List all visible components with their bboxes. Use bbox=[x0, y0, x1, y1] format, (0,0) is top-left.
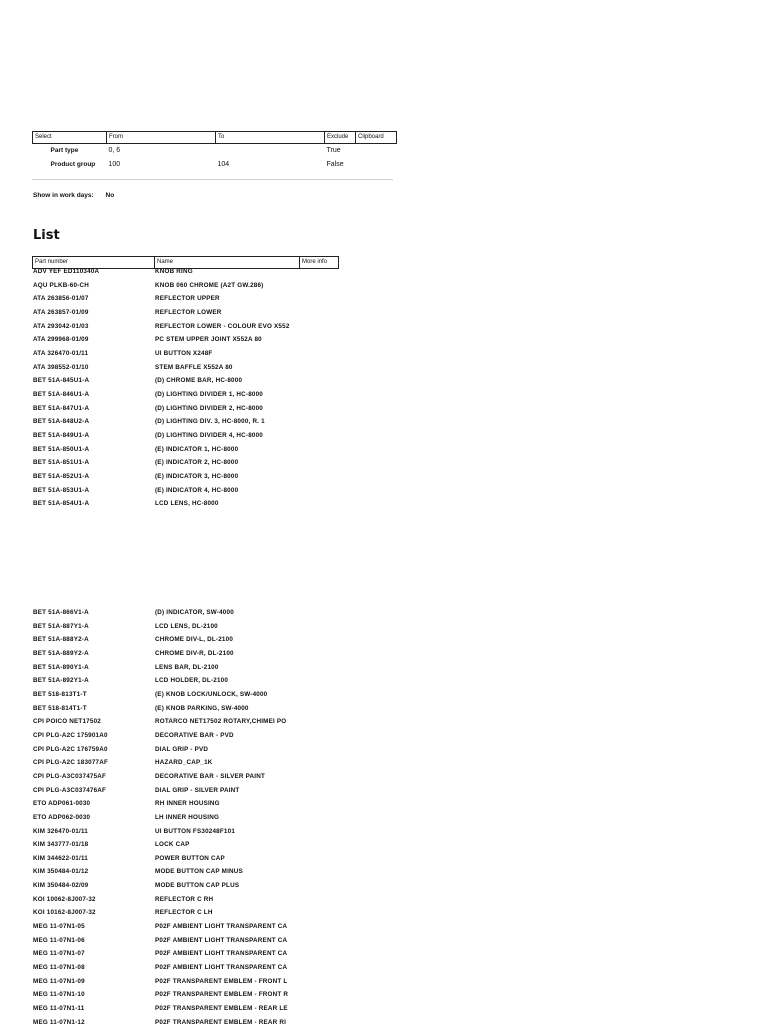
list-item bbox=[33, 852, 413, 866]
part-number-cell: CPI POICO NET17502 bbox=[33, 718, 101, 726]
part-number-cell: KIM 343777-01/18 bbox=[33, 841, 89, 849]
part-name-cell: LENS BAR, DL-2100 bbox=[155, 663, 219, 671]
part-number-cell: BET 51A-850U1-A bbox=[33, 445, 90, 453]
list-item bbox=[33, 292, 413, 306]
list-rows-group-2 bbox=[33, 606, 413, 1029]
list-item bbox=[33, 934, 413, 948]
part-number-cell: ATA 263856-01/07 bbox=[33, 295, 89, 303]
selection-table bbox=[32, 131, 397, 172]
header-name: Name bbox=[155, 257, 300, 269]
list-item bbox=[33, 429, 413, 443]
part-name-cell: (D) LIGHTING DIVIDER 4, HC-8000 bbox=[155, 431, 264, 439]
part-number-cell: ADV YEF ED110340A bbox=[33, 268, 100, 275]
product-group-clipboard bbox=[356, 158, 397, 172]
part-number-cell: CPI PLG-A2C 183077AF bbox=[33, 759, 109, 767]
section-divider bbox=[32, 179, 393, 180]
list-item bbox=[33, 770, 413, 784]
list-item bbox=[33, 893, 413, 907]
part-number-cell: CPI PLG-A3C037475AF bbox=[33, 772, 107, 780]
list-title: List bbox=[33, 228, 60, 243]
list-item bbox=[33, 347, 413, 361]
header-more-info: More info bbox=[300, 257, 339, 269]
part-number-cell: ATA 299968-01/09 bbox=[33, 336, 89, 344]
part-number-cell: BET 51A-846U1-A bbox=[33, 390, 90, 398]
part-name-cell: P02F TRANSPARENT EMBLEM - REAR LE bbox=[155, 1005, 288, 1013]
part-name-cell: UI BUTTON FS30248F101 bbox=[155, 827, 236, 835]
list-item bbox=[33, 320, 413, 334]
part-number-cell: BET 51A-845U1-A bbox=[33, 377, 90, 385]
part-number-cell: MEG 11-07N1-06 bbox=[33, 936, 85, 944]
part-name-cell: P02F TRANSPARENT EMBLEM - FRONT R bbox=[155, 991, 289, 999]
header-clipboard: Clipboard bbox=[356, 132, 397, 144]
list-item bbox=[33, 402, 413, 416]
list-item bbox=[33, 674, 413, 688]
part-number-cell: BET 51A-852U1-A bbox=[33, 472, 90, 480]
part-name-cell: P02F AMBIENT LIGHT TRANSPARENT CA bbox=[155, 964, 288, 972]
list-item bbox=[33, 743, 413, 757]
part-name-cell: DIAL GRIP - PVD bbox=[155, 745, 209, 753]
part-number-cell: AQU PLKB-60-CH bbox=[33, 281, 89, 289]
header-part-number: Part number bbox=[33, 257, 155, 269]
part-name-cell: PC STEM UPPER JOINT X552A 80 bbox=[155, 336, 262, 344]
part-name-cell: (E) INDICATOR 4, HC-8000 bbox=[155, 486, 239, 494]
part-name-cell: KNOB RING bbox=[155, 268, 193, 275]
list-item bbox=[33, 620, 413, 634]
part-name-cell: DECORATIVE BAR - PVD bbox=[155, 731, 234, 739]
list-item bbox=[33, 484, 413, 498]
part-number-cell: KOI 10162-8J007-32 bbox=[33, 909, 96, 917]
part-number-cell: KIM 350484-01/12 bbox=[33, 868, 89, 876]
part-name-cell: CHROME DIV-R, DL-2100 bbox=[155, 649, 234, 657]
list-item bbox=[33, 1016, 413, 1029]
product-group-label: Product group bbox=[50, 161, 96, 168]
part-number-cell: BET 51A-892Y1-A bbox=[33, 677, 89, 685]
part-number-cell: MEG 11-07N1-12 bbox=[33, 1018, 85, 1026]
selection-row-part-type bbox=[33, 144, 397, 159]
list-item bbox=[33, 647, 413, 661]
part-name-cell: DIAL GRIP - SILVER PAINT bbox=[155, 786, 240, 794]
list-item bbox=[33, 388, 413, 402]
part-number-cell: CPI PLG-A2C 176759A0 bbox=[33, 745, 108, 753]
part-type-from: 0, 6 bbox=[108, 147, 121, 154]
list-item bbox=[33, 988, 413, 1002]
list-item bbox=[33, 333, 413, 347]
part-number-cell: BET 51A-889Y2-A bbox=[33, 649, 89, 657]
work-days-label: Show in work days: bbox=[33, 192, 94, 199]
part-name-cell: (E) INDICATOR 3, HC-8000 bbox=[155, 472, 239, 480]
list-item bbox=[33, 415, 413, 429]
product-group-exclude: False bbox=[326, 161, 344, 168]
part-number-cell: BET 51A-866V1-A bbox=[33, 609, 89, 616]
part-type-label: Part type bbox=[50, 147, 79, 154]
part-name-cell: P02F AMBIENT LIGHT TRANSPARENT CA bbox=[155, 936, 288, 944]
part-name-cell: LH INNER HOUSING bbox=[155, 813, 220, 821]
part-number-cell: MEG 11-07N1-05 bbox=[33, 923, 85, 931]
list-item bbox=[33, 265, 413, 279]
part-number-cell: BET 51A-847U1-A bbox=[33, 404, 90, 412]
part-name-cell: (D) INDICATOR, SW-4000 bbox=[155, 609, 234, 616]
part-name-cell: POWER BUTTON CAP bbox=[155, 854, 225, 862]
part-name-cell: STEM BAFFLE X552A 80 bbox=[155, 363, 233, 371]
part-name-cell: REFLECTOR LOWER - COLOUR EVO X552 bbox=[155, 322, 290, 330]
part-type-exclude: True bbox=[326, 147, 341, 154]
list-item bbox=[33, 374, 413, 388]
part-name-cell: KNOB 060 CHROME (A2T GW.286) bbox=[155, 281, 264, 289]
list-item bbox=[33, 920, 413, 934]
part-number-cell: ATA 293042-01/03 bbox=[33, 322, 89, 330]
part-number-cell: BET 51A-887Y1-A bbox=[33, 622, 89, 630]
part-name-cell: REFLECTOR C RH bbox=[155, 895, 214, 903]
part-name-cell: REFLECTOR LOWER bbox=[155, 308, 222, 316]
part-name-cell: MODE BUTTON CAP PLUS bbox=[155, 882, 240, 890]
header-to: To bbox=[216, 132, 325, 144]
list-item bbox=[33, 797, 413, 811]
part-name-cell: RH INNER HOUSING bbox=[155, 800, 220, 808]
part-name-cell: LCD LENS, HC-8000 bbox=[155, 500, 219, 508]
work-days-line bbox=[33, 192, 114, 199]
list-item bbox=[33, 715, 413, 729]
part-number-cell: BET 51A-851U1-A bbox=[33, 459, 90, 467]
part-name-cell: LOCK CAP bbox=[155, 841, 190, 849]
part-name-cell: (D) CHROME BAR, HC-8000 bbox=[155, 377, 243, 385]
work-days-value: No bbox=[105, 192, 115, 199]
part-name-cell: P02F TRANSPARENT EMBLEM - REAR RI bbox=[155, 1018, 287, 1026]
part-number-cell: MEG 11-07N1-09 bbox=[33, 977, 85, 985]
part-number-cell: BET 51A-849U1-A bbox=[33, 431, 90, 439]
part-number-cell: BET 51A-848U2-A bbox=[33, 418, 90, 426]
part-number-cell: ETO ADP061-0030 bbox=[33, 800, 91, 808]
list-item bbox=[33, 906, 413, 920]
part-name-cell: CHROME DIV-L, DL-2100 bbox=[155, 636, 234, 644]
list-item bbox=[33, 606, 413, 620]
part-number-cell: MEG 11-07N1-08 bbox=[33, 964, 85, 972]
list-item bbox=[33, 306, 413, 320]
part-number-cell: KIM 350484-02/09 bbox=[33, 882, 89, 890]
part-number-cell: ETO ADP062-0030 bbox=[33, 813, 91, 821]
part-name-cell: DECORATIVE BAR - SILVER PAINT bbox=[155, 772, 266, 780]
list-item bbox=[33, 838, 413, 852]
part-name-cell: (E) KNOB PARKING, SW-4000 bbox=[155, 704, 249, 712]
part-number-cell: BET 518-814T1-T bbox=[33, 704, 87, 712]
list-item bbox=[33, 443, 413, 457]
part-name-cell: (E) INDICATOR 1, HC-8000 bbox=[155, 445, 239, 453]
part-number-cell: BET 51A-890Y1-A bbox=[33, 663, 89, 671]
part-number-cell: KIM 326470-01/11 bbox=[33, 827, 89, 835]
part-number-cell: ATA 263857-01/09 bbox=[33, 308, 89, 316]
list-rows-group-1 bbox=[33, 265, 413, 511]
part-number-cell: CPI PLG-A3C037476AF bbox=[33, 786, 107, 794]
list-item bbox=[33, 702, 413, 716]
part-name-cell: MODE BUTTON CAP MINUS bbox=[155, 868, 243, 876]
part-name-cell: HAZARD_CAP_1K bbox=[155, 759, 213, 767]
list-item bbox=[33, 825, 413, 839]
part-name-cell: REFLECTOR C LH bbox=[155, 909, 213, 917]
part-name-cell: ROTARCO NET17502 ROTARY,CHIMEI PO bbox=[155, 718, 287, 726]
list-item bbox=[33, 784, 413, 798]
list-item bbox=[33, 456, 413, 470]
list-item bbox=[33, 865, 413, 879]
part-name-cell: (E) KNOB LOCK/UNLOCK, SW-4000 bbox=[155, 690, 268, 698]
list-item bbox=[33, 688, 413, 702]
part-number-cell: BET 51A-888Y2-A bbox=[33, 636, 89, 644]
part-name-cell: (E) INDICATOR 2, HC-8000 bbox=[155, 459, 239, 467]
part-number-cell: BET 51A-854U1-A bbox=[33, 500, 90, 508]
header-exclude: Exclude bbox=[325, 132, 356, 144]
product-group-from: 100 bbox=[108, 161, 121, 168]
part-number-cell: BET 51A-853U1-A bbox=[33, 486, 90, 494]
list-item bbox=[33, 975, 413, 989]
part-number-cell: ATA 326470-01/11 bbox=[33, 349, 89, 357]
list-item bbox=[33, 879, 413, 893]
list-item bbox=[33, 633, 413, 647]
product-group-to: 104 bbox=[217, 161, 230, 168]
list-item bbox=[33, 756, 413, 770]
part-name-cell: LCD HOLDER, DL-2100 bbox=[155, 677, 229, 685]
list-item bbox=[33, 661, 413, 675]
list-item bbox=[33, 279, 413, 293]
part-name-cell: UI BUTTON X248F bbox=[155, 349, 213, 357]
part-number-cell: KOI 10062-8J007-32 bbox=[33, 895, 96, 903]
part-name-cell: P02F AMBIENT LIGHT TRANSPARENT CA bbox=[155, 950, 288, 958]
part-name-cell: (D) LIGHTING DIV. 3, HC-8000, R. 1 bbox=[155, 418, 265, 426]
header-select: Select bbox=[33, 132, 107, 144]
part-number-cell: MEG 11-07N1-10 bbox=[33, 991, 85, 999]
list-item bbox=[33, 1002, 413, 1016]
selection-header-row bbox=[33, 132, 397, 144]
part-type-clipboard bbox=[356, 144, 397, 159]
part-name-cell: REFLECTOR UPPER bbox=[155, 295, 220, 303]
part-type-to bbox=[216, 144, 325, 159]
list-item bbox=[33, 361, 413, 375]
part-name-cell: P02F AMBIENT LIGHT TRANSPARENT CA bbox=[155, 923, 288, 931]
part-number-cell: BET 518-813T1-T bbox=[33, 690, 87, 698]
part-number-cell: ATA 398552-01/10 bbox=[33, 363, 89, 371]
list-item bbox=[33, 470, 413, 484]
part-number-cell: MEG 11-07N1-07 bbox=[33, 950, 85, 958]
part-name-cell: (D) LIGHTING DIVIDER 2, HC-8000 bbox=[155, 404, 264, 412]
selection-row-product-group bbox=[33, 158, 397, 172]
part-number-cell: CPI PLG-A2C 175901A0 bbox=[33, 731, 108, 739]
list-item bbox=[33, 729, 413, 743]
list-item bbox=[33, 497, 413, 511]
list-item bbox=[33, 811, 413, 825]
part-number-cell: KIM 344622-01/11 bbox=[33, 854, 89, 862]
part-name-cell: P02F TRANSPARENT EMBLEM - FRONT L bbox=[155, 977, 288, 985]
list-item bbox=[33, 947, 413, 961]
list-item bbox=[33, 961, 413, 975]
part-name-cell: (D) LIGHTING DIVIDER 1, HC-8000 bbox=[155, 390, 264, 398]
part-number-cell: MEG 11-07N1-11 bbox=[33, 1005, 85, 1013]
part-name-cell: LCD LENS, DL-2100 bbox=[155, 622, 218, 630]
header-from: From bbox=[107, 132, 216, 144]
